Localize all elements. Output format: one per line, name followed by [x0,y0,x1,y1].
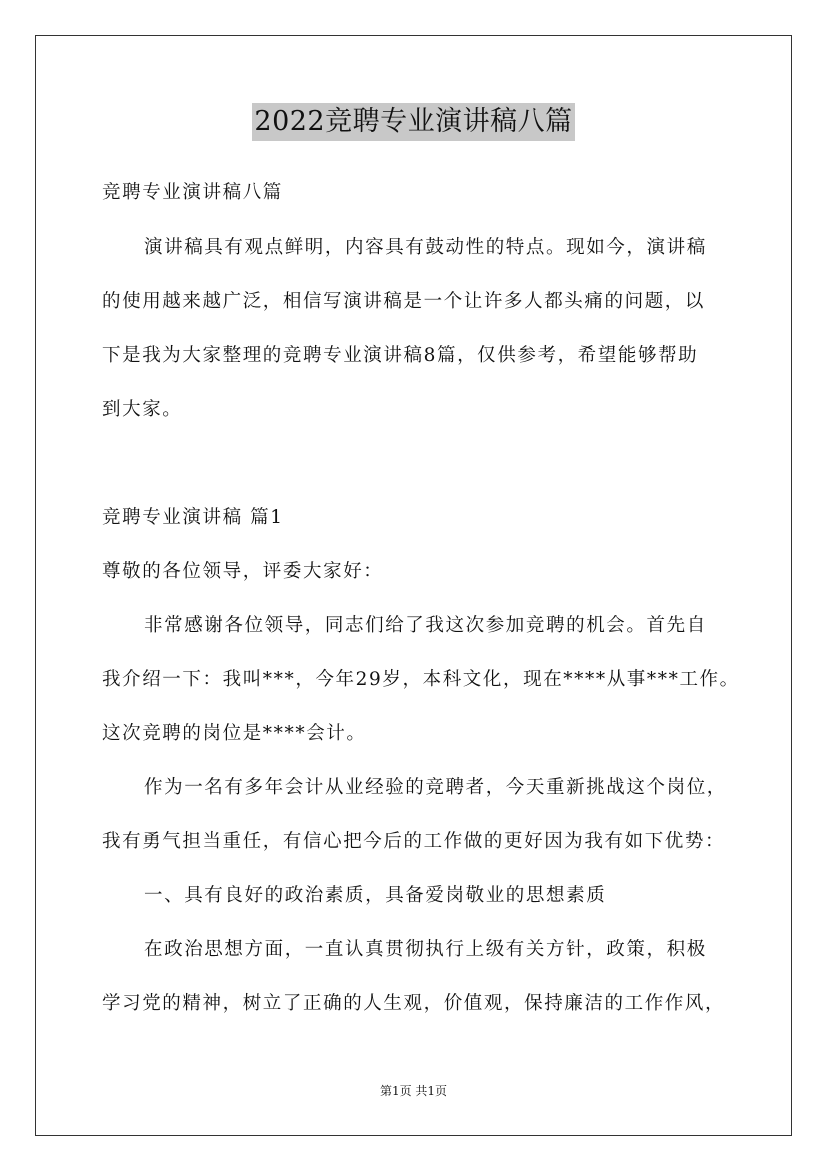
subtitle-line: 竞聘专业演讲稿八篇 [102,182,283,203]
subheading-line: 一、具有良好的政治素质，具备爱岗敬业的思想素质 [144,885,607,906]
paragraph-line: 到大家。 [102,399,183,420]
page-footer: 第1页 共1页 [379,1084,448,1098]
paragraph-line: 这次竞聘的岗位是****会计。 [102,723,367,744]
paragraph-line: 学习党的精神，树立了正确的人生观，价值观，保持廉洁的工作作风， [102,993,726,1014]
salutation-line: 尊敬的各位领导，评委大家好： [102,561,384,582]
document-title-container [0,103,827,141]
section-heading: 竞聘专业演讲稿 篇1 [102,507,284,528]
paragraph-line: 在政治思想方面，一直认真贯彻执行上级有关方针，政策，积极 [144,939,707,960]
paragraph-line: 非常感谢各位领导，同志们给了我这次参加竞聘的机会。首先自 [144,615,707,636]
paragraph-line: 作为一名有多年会计从业经验的竞聘者，今天重新挑战这个岗位， [144,777,727,798]
paragraph-line: 我有勇气担当重任，有信心把今后的工作做的更好因为我有如下优势： [102,831,726,852]
paragraph-line: 我介绍一下：我叫***，今年29岁，本科文化，现在****从事***工作。 [102,669,740,690]
paragraph-line: 的使用越来越广泛，相信写演讲稿是一个让许多人都头痛的问题，以 [102,291,706,312]
paragraph-line: 下是我为大家整理的竞聘专业演讲稿8篇，仅供参考，希望能够帮助 [102,345,699,366]
paragraph-line: 演讲稿具有观点鲜明，内容具有鼓动性的特点。现如今，演讲稿 [144,237,707,258]
document-title: 2022竞聘专业演讲稿八篇 [252,103,574,141]
